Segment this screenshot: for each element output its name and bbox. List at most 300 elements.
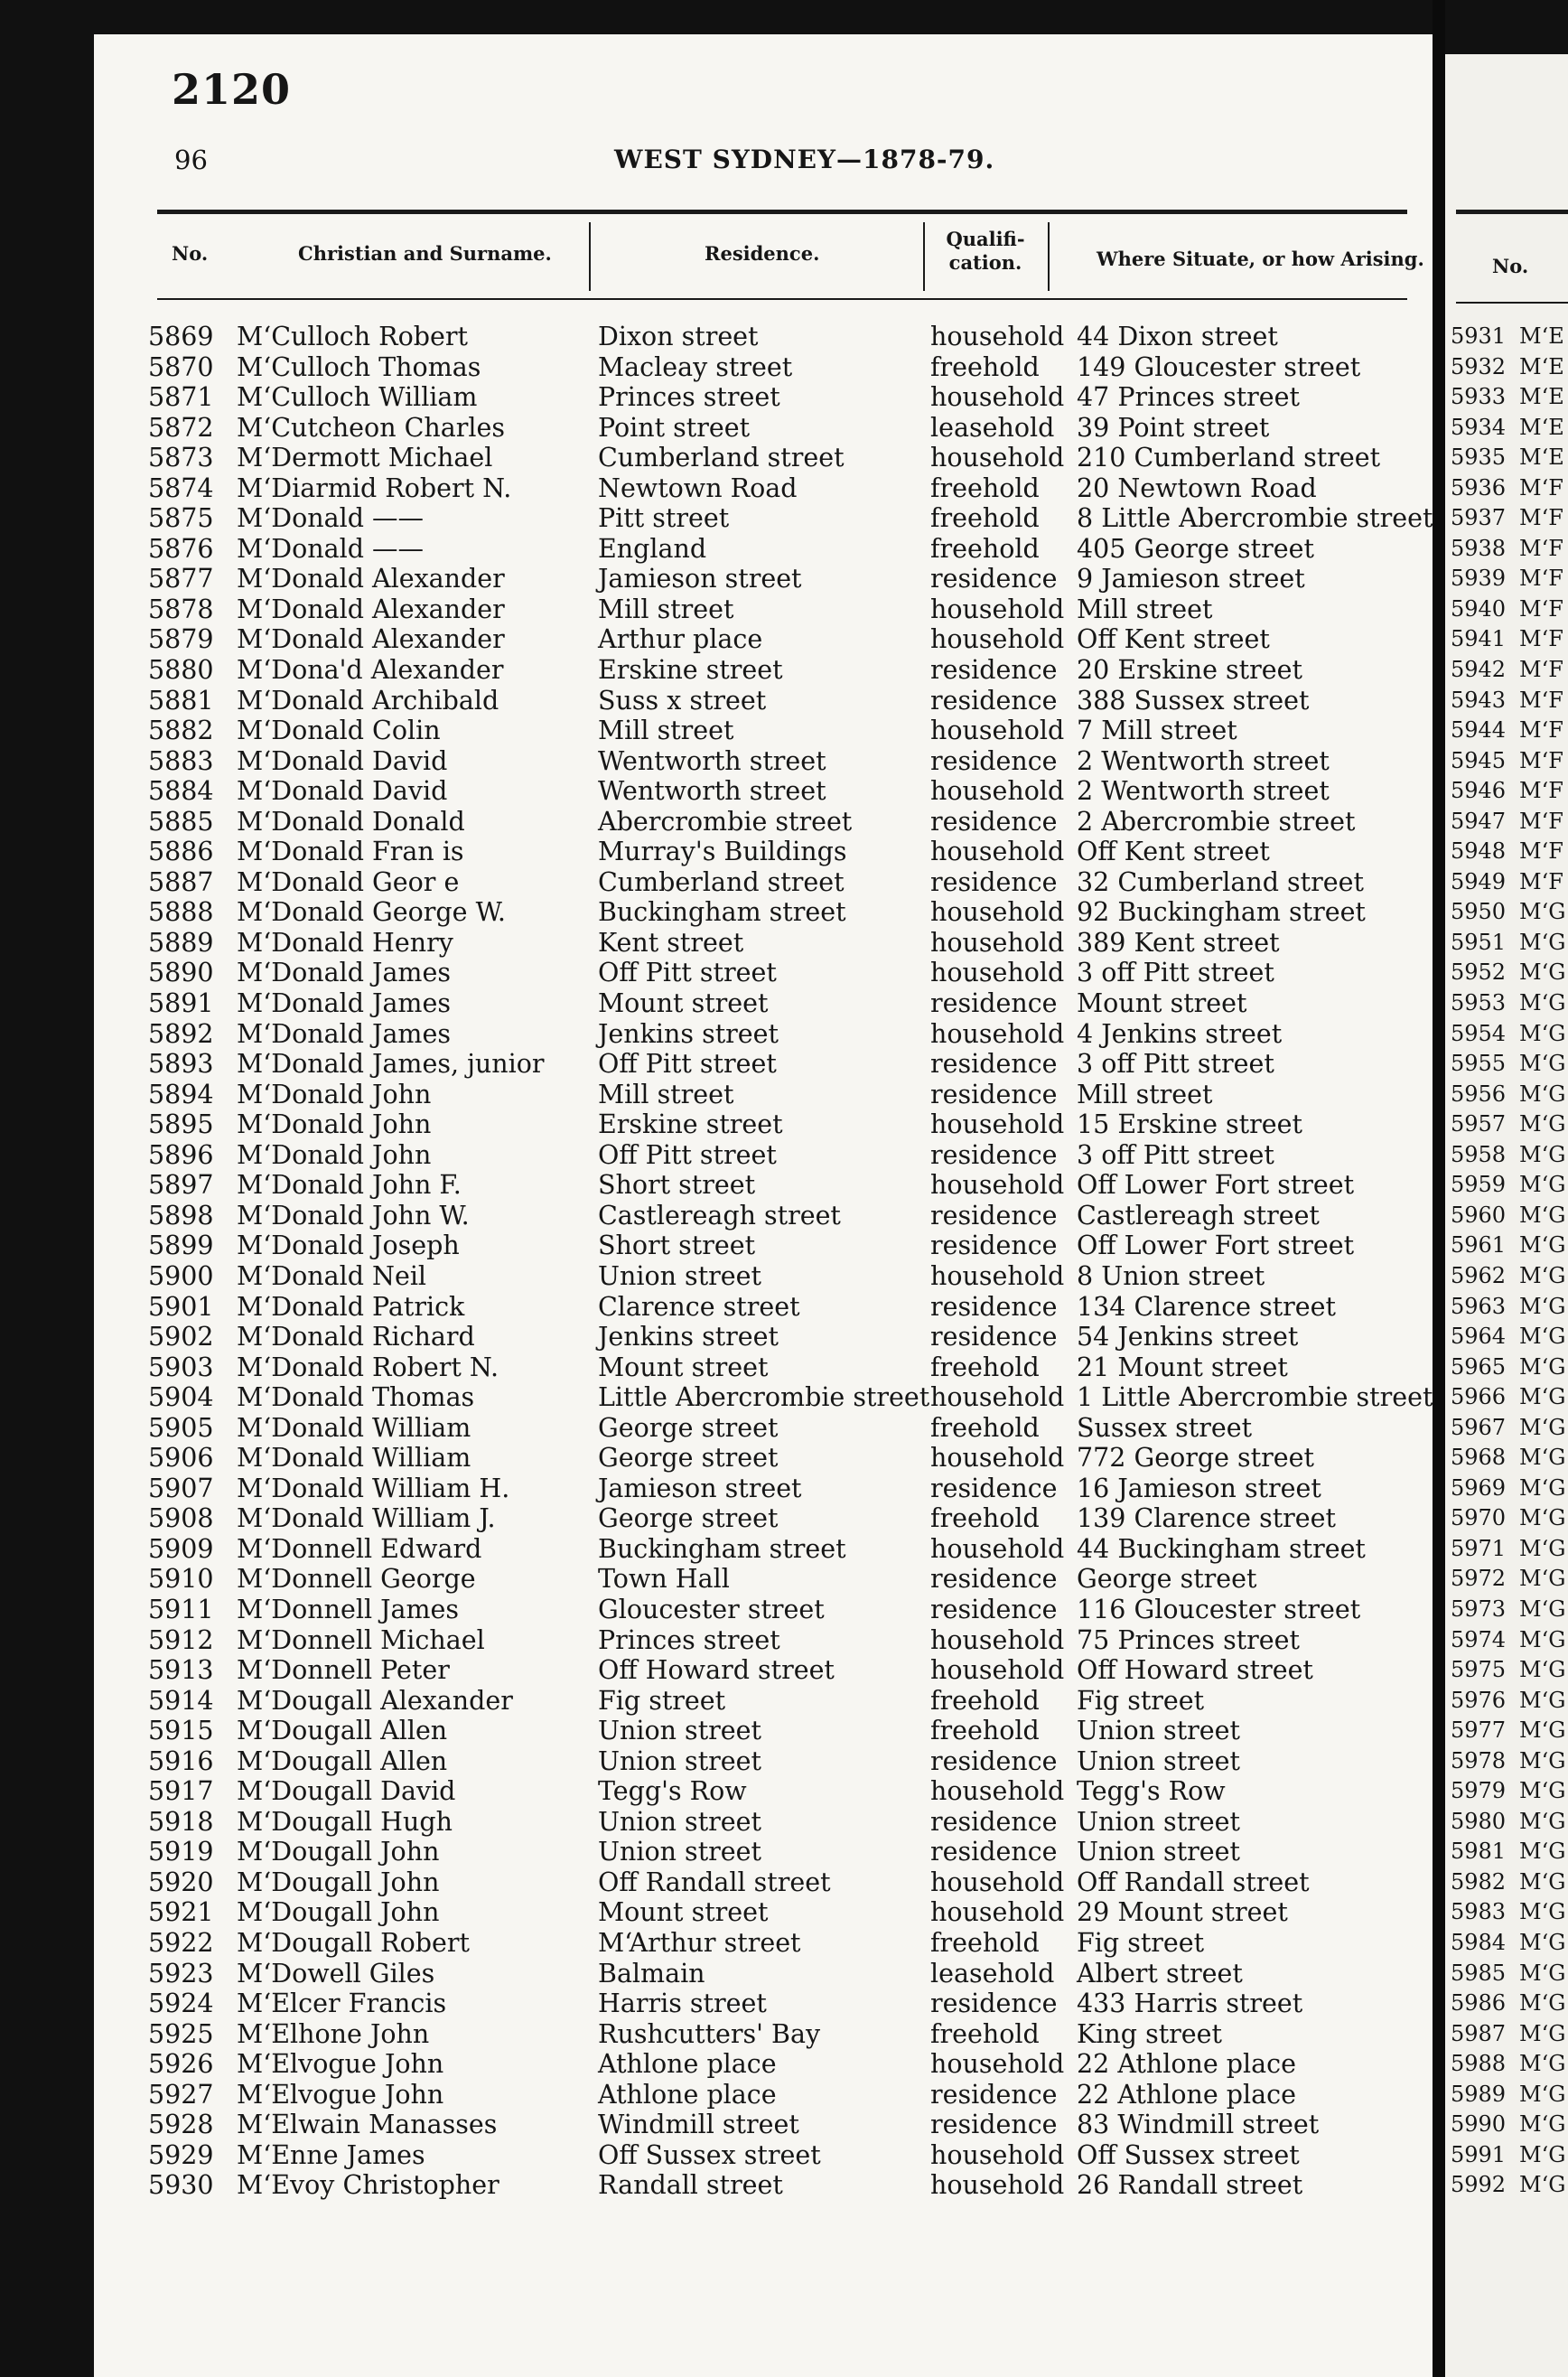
- row-residence: Buckingham street: [598, 897, 846, 928]
- row-number: 5876: [148, 533, 214, 564]
- row-residence: Jamieson street: [598, 1473, 802, 1503]
- right-table-row: [1451, 1109, 1568, 1140]
- row-name: M‘Cutcheon Charles: [237, 412, 505, 443]
- row-where: 16 Jamieson street: [1077, 1473, 1321, 1503]
- table-row: [0, 1655, 1445, 1686]
- row-where: 22 Athlone place: [1077, 2079, 1296, 2110]
- row-residence: Off Pitt street: [598, 1139, 777, 1170]
- row-name: M‘Donald Patrick: [237, 1291, 465, 1322]
- row-qualification: household: [930, 1655, 1065, 1686]
- row-name: M‘Dowell Giles: [237, 1958, 435, 1989]
- table-row: [0, 1807, 1445, 1838]
- right-row-name: M‘G: [1519, 1505, 1566, 1531]
- right-table-row: [1451, 686, 1568, 716]
- right-row-number: 5961: [1451, 1232, 1507, 1259]
- row-name: M‘Donald Neil: [237, 1260, 427, 1291]
- row-name: M‘Dougall Allen: [237, 1745, 448, 1776]
- right-table-row: [1451, 534, 1568, 565]
- row-number: 5895: [148, 1109, 214, 1140]
- row-qualification: residence: [930, 564, 1058, 594]
- row-where: 433 Harris street: [1077, 1989, 1303, 2019]
- row-qualification: residence: [930, 1231, 1058, 1261]
- right-row-name: M‘G: [1519, 1839, 1566, 1865]
- row-residence: Cumberland street: [598, 443, 845, 473]
- table-row: [0, 867, 1445, 898]
- right-table-row: [1451, 594, 1568, 625]
- right-table-row: [1451, 1292, 1568, 1323]
- row-number: 5919: [148, 1837, 214, 1867]
- right-row-name: M‘G: [1519, 959, 1566, 986]
- row-name: M‘Donald James: [237, 988, 451, 1019]
- page-title: WEST SYDNEY—1878-79.: [614, 145, 995, 174]
- right-table-row: [1451, 322, 1568, 352]
- row-number: 5884: [148, 776, 214, 807]
- right-row-number: 5955: [1451, 1051, 1507, 1077]
- right-row-name: M‘G: [1519, 1141, 1566, 1167]
- right-table-row: [1451, 413, 1568, 444]
- right-table-row: [1451, 1534, 1568, 1565]
- table-row: [0, 1109, 1445, 1140]
- table-row: [0, 928, 1445, 959]
- row-name: M‘Donald Donald: [237, 806, 465, 837]
- right-table-row: [1451, 1261, 1568, 1292]
- right-row-name: M‘E: [1519, 323, 1564, 349]
- row-residence: George street: [598, 1412, 779, 1443]
- right-row-number: 5934: [1451, 414, 1507, 440]
- right-table-row: [1451, 1140, 1568, 1171]
- row-where: 2 Wentworth street: [1077, 776, 1330, 807]
- header-no: No.: [172, 242, 209, 265]
- header-where: Where Situate, or how Arising.: [1097, 248, 1424, 270]
- row-residence: Union street: [598, 1806, 761, 1837]
- right-row-name: M‘G: [1519, 1111, 1566, 1137]
- right-row-name: M‘F: [1519, 626, 1563, 652]
- row-qualification: household: [930, 1533, 1065, 1564]
- row-where: Off Kent street: [1077, 624, 1270, 655]
- row-residence: Suss x street: [598, 685, 767, 716]
- row-name: M‘Donald John F.: [237, 1170, 462, 1201]
- row-qualification: freehold: [930, 503, 1040, 534]
- right-row-name: M‘G: [1519, 1081, 1566, 1107]
- row-qualification: household: [930, 1382, 1065, 1413]
- table-row: [0, 1837, 1445, 1867]
- row-where: 3 off Pitt street: [1077, 1139, 1274, 1170]
- right-table-row: [1451, 1564, 1568, 1595]
- right-header-no: No.: [1492, 255, 1529, 277]
- right-table-row: [1451, 807, 1568, 838]
- right-table-row: [1451, 1897, 1568, 1928]
- right-row-number: 5937: [1451, 505, 1507, 531]
- row-number: 5898: [148, 1200, 214, 1231]
- right-row-number: 5940: [1451, 595, 1507, 622]
- row-qualification: freehold: [930, 1716, 1040, 1746]
- right-table-row: [1451, 716, 1568, 746]
- table-row: [0, 2110, 1445, 2140]
- right-row-number: 5967: [1451, 1414, 1507, 1440]
- right-row-number: 5962: [1451, 1262, 1507, 1288]
- row-qualification: household: [930, 897, 1065, 928]
- table-row: [0, 1413, 1445, 1444]
- row-qualification: household: [930, 1443, 1065, 1474]
- row-qualification: household: [930, 2170, 1065, 2201]
- row-residence: Erskine street: [598, 655, 783, 686]
- row-number: 5908: [148, 1503, 214, 1534]
- row-qualification: residence: [930, 988, 1058, 1019]
- right-table-row: [1451, 1352, 1568, 1383]
- right-table-row: [1451, 1049, 1568, 1080]
- row-number: 5892: [148, 1018, 214, 1049]
- right-row-number: 5941: [1451, 626, 1507, 652]
- table-row: [0, 382, 1445, 413]
- right-row-name: M‘E: [1519, 353, 1564, 379]
- right-table-row: [1451, 1655, 1568, 1686]
- table-row: [0, 1564, 1445, 1595]
- row-name: M‘Donald William H.: [237, 1473, 510, 1503]
- row-where: Fig street: [1077, 1685, 1205, 1716]
- right-row-name: M‘F: [1519, 687, 1563, 713]
- right-row-number: 5971: [1451, 1535, 1507, 1561]
- row-name: M‘Donnell James: [237, 1594, 460, 1624]
- right-table-row: [1451, 2110, 1568, 2140]
- row-where: Off Lower Fort street: [1077, 1231, 1355, 1261]
- row-where: 8 Little Abercrombie street: [1077, 503, 1433, 534]
- right-table-row: [1451, 2170, 1568, 2201]
- right-row-number: 5987: [1451, 2020, 1507, 2046]
- row-where: Mill street: [1077, 1079, 1213, 1109]
- right-row-number: 5982: [1451, 1868, 1507, 1895]
- row-qualification: household: [930, 443, 1065, 473]
- row-residence: Mill street: [598, 1079, 734, 1109]
- right-table-row: [1451, 1201, 1568, 1231]
- right-row-name: M‘G: [1519, 899, 1566, 925]
- row-where: 210 Cumberland street: [1077, 443, 1381, 473]
- row-residence: Buckingham street: [598, 1533, 846, 1564]
- row-residence: Off Pitt street: [598, 1049, 777, 1080]
- right-table-row: [1451, 564, 1568, 594]
- right-row-name: M‘E: [1519, 384, 1564, 410]
- row-number: 5872: [148, 412, 214, 443]
- row-qualification: household: [930, 382, 1065, 413]
- row-name: M‘Donald James, junior: [237, 1049, 545, 1080]
- right-table-row: [1451, 1080, 1568, 1110]
- right-row-name: M‘G: [1519, 1717, 1566, 1744]
- row-number: 5886: [148, 837, 214, 867]
- row-where: Off Lower Fort street: [1077, 1170, 1355, 1201]
- right-row-number: 5953: [1451, 990, 1507, 1016]
- row-number: 5874: [148, 473, 214, 503]
- row-number: 5921: [148, 1897, 214, 1928]
- row-number: 5928: [148, 2110, 214, 2140]
- row-where: 44 Dixon street: [1077, 322, 1278, 351]
- right-table-row: [1451, 1837, 1568, 1867]
- right-row-name: M‘G: [1519, 1445, 1566, 1471]
- row-qualification: household: [930, 2049, 1065, 2080]
- row-number: 5927: [148, 2079, 214, 2110]
- right-row-number: 5968: [1451, 1445, 1507, 1471]
- row-where: Off Sussex street: [1077, 2139, 1300, 2170]
- right-row-name: M‘G: [1519, 2172, 1566, 2198]
- row-residence: Newtown Road: [598, 473, 798, 503]
- row-qualification: freehold: [930, 473, 1040, 503]
- right-row-number: 5979: [1451, 1778, 1507, 1804]
- row-name: M‘Dougall Alexander: [237, 1685, 513, 1716]
- right-row-name: M‘F: [1519, 717, 1563, 744]
- right-table-row: [1451, 1231, 1568, 1261]
- row-number: 5883: [148, 745, 214, 776]
- right-row-number: 5931: [1451, 323, 1507, 349]
- row-qualification: residence: [930, 1139, 1058, 1170]
- right-table-row: [1451, 1928, 1568, 1959]
- table-row: [0, 1534, 1445, 1565]
- row-name: M‘Dona'd Alexander: [237, 655, 504, 686]
- row-where: 139 Clarence street: [1077, 1503, 1336, 1534]
- row-residence: George street: [598, 1503, 779, 1534]
- table-row: [0, 1292, 1445, 1323]
- row-qualification: household: [930, 1776, 1065, 1807]
- row-qualification: residence: [930, 1989, 1058, 2019]
- row-name: M‘Evoy Christopher: [237, 2170, 499, 2201]
- right-row-number: 5960: [1451, 1202, 1507, 1228]
- row-residence: Union street: [598, 1745, 761, 1776]
- table-row: [0, 1625, 1445, 1656]
- right-row-name: M‘G: [1519, 1960, 1566, 1986]
- row-qualification: leasehold: [930, 1958, 1055, 1989]
- table-row: [0, 1443, 1445, 1474]
- right-table-row: [1451, 897, 1568, 928]
- row-number: 5915: [148, 1716, 214, 1746]
- header-qualification: [923, 228, 1048, 275]
- row-name: M‘Elcer Francis: [237, 1989, 447, 2019]
- row-name: M‘Donald Henry: [237, 927, 453, 958]
- right-row-number: 5939: [1451, 566, 1507, 592]
- row-where: 2 Wentworth street: [1077, 745, 1330, 776]
- row-name: M‘Donald Alexander: [237, 624, 505, 655]
- row-number: 5909: [148, 1533, 214, 1564]
- right-row-name: M‘F: [1519, 778, 1563, 804]
- row-where: 39 Point street: [1077, 412, 1270, 443]
- row-name: M‘Donald Thomas: [237, 1382, 475, 1413]
- row-qualification: freehold: [930, 1927, 1040, 1958]
- row-name: M‘Donald Geor e: [237, 866, 460, 897]
- right-row-number: 5972: [1451, 1566, 1507, 1592]
- right-row-number: 5964: [1451, 1324, 1507, 1350]
- row-where: Tegg's Row: [1077, 1776, 1226, 1807]
- table-row: [0, 1382, 1445, 1413]
- right-table-row: [1451, 1595, 1568, 1625]
- table-row: [0, 1989, 1445, 2019]
- row-name: M‘Dougall John: [237, 1867, 440, 1897]
- right-row-number: 5975: [1451, 1657, 1507, 1683]
- row-name: M‘Donald Archibald: [237, 685, 499, 716]
- right-table-row: [1451, 1382, 1568, 1413]
- row-name: M‘Donald William J.: [237, 1503, 496, 1534]
- row-number: 5917: [148, 1776, 214, 1807]
- table-row: [0, 1049, 1445, 1080]
- row-number: 5879: [148, 624, 214, 655]
- table-row: [0, 746, 1445, 777]
- right-row-name: M‘F: [1519, 657, 1563, 683]
- right-row-number: 5948: [1451, 838, 1507, 865]
- right-table-row: [1451, 655, 1568, 686]
- right-table-row: [1451, 2019, 1568, 2050]
- row-name: M‘Dougall David: [237, 1776, 456, 1807]
- row-qualification: residence: [930, 806, 1058, 837]
- row-residence: Mill street: [598, 594, 734, 624]
- row-number: 5890: [148, 958, 214, 988]
- row-name: M‘Culloch Thomas: [237, 351, 481, 382]
- right-row-number: 5965: [1451, 1353, 1507, 1380]
- column-divider: [1048, 222, 1050, 291]
- row-where: 3 off Pitt street: [1077, 1049, 1274, 1080]
- row-number: 5891: [148, 988, 214, 1019]
- right-row-name: M‘G: [1519, 1535, 1566, 1561]
- right-row-name: M‘F: [1519, 868, 1563, 894]
- row-where: 21 Mount street: [1077, 1352, 1288, 1382]
- row-qualification: residence: [930, 1594, 1058, 1624]
- table-row: [0, 776, 1445, 807]
- row-name: M‘Donnell Edward: [237, 1533, 482, 1564]
- row-name: M‘Enne James: [237, 2139, 425, 2170]
- row-number: 5873: [148, 443, 214, 473]
- right-row-name: M‘F: [1519, 595, 1563, 622]
- table-row: [0, 1140, 1445, 1171]
- row-name: M‘Culloch William: [237, 382, 478, 413]
- table-row: [0, 534, 1445, 565]
- row-qualification: residence: [930, 745, 1058, 776]
- table-row: [0, 655, 1445, 686]
- right-row-name: M‘F: [1519, 505, 1563, 531]
- table-row: [0, 2140, 1445, 2171]
- row-number: 5905: [148, 1412, 214, 1443]
- row-number: 5907: [148, 1473, 214, 1503]
- row-residence: Mill street: [598, 716, 734, 746]
- table-row: [0, 807, 1445, 838]
- row-number: 5875: [148, 503, 214, 534]
- row-residence: Clarence street: [598, 1291, 800, 1322]
- row-where: 26 Randall street: [1077, 2170, 1303, 2201]
- row-name: M‘Donald John: [237, 1109, 432, 1140]
- row-qualification: residence: [930, 685, 1058, 716]
- row-number: 5869: [148, 322, 214, 351]
- row-residence: Off Randall street: [598, 1867, 831, 1897]
- right-row-name: M‘E: [1519, 445, 1564, 471]
- row-residence: Union street: [598, 1837, 761, 1867]
- row-number: 5924: [148, 1989, 214, 2019]
- row-name: M‘Donald Alexander: [237, 594, 505, 624]
- row-name: M‘Elwain Manasses: [237, 2110, 498, 2140]
- row-number: 5881: [148, 685, 214, 716]
- row-where: Off Howard street: [1077, 1655, 1313, 1686]
- right-table-row: [1451, 1776, 1568, 1807]
- row-where: Mill street: [1077, 594, 1213, 624]
- row-number: 5913: [148, 1655, 214, 1686]
- row-where: 20 Erskine street: [1077, 655, 1302, 686]
- row-where: 405 George street: [1077, 533, 1314, 564]
- table-row: [0, 988, 1445, 1019]
- row-number: 5897: [148, 1170, 214, 1201]
- row-where: 92 Buckingham street: [1077, 897, 1366, 928]
- row-where: 3 off Pitt street: [1077, 958, 1274, 988]
- row-number: 5900: [148, 1260, 214, 1291]
- right-row-name: M‘G: [1519, 1324, 1566, 1350]
- right-table-row: [1451, 352, 1568, 383]
- table-row: [0, 686, 1445, 716]
- row-residence: Erskine street: [598, 1109, 783, 1140]
- row-residence: Mount street: [598, 988, 769, 1019]
- row-name: M‘Donald Richard: [237, 1322, 475, 1352]
- row-name: M‘Donald Robert N.: [237, 1352, 499, 1382]
- right-page-header-rule: [1456, 302, 1568, 304]
- right-row-number: 5944: [1451, 717, 1507, 744]
- row-number: 5910: [148, 1564, 214, 1595]
- row-where: 4 Jenkins street: [1077, 1018, 1283, 1049]
- row-residence: George street: [598, 1443, 779, 1474]
- row-residence: Athlone place: [598, 2079, 777, 2110]
- right-row-number: 5963: [1451, 1293, 1507, 1319]
- right-row-number: 5935: [1451, 445, 1507, 471]
- row-name: M‘Donald Colin: [237, 716, 441, 746]
- table-row: [0, 1867, 1445, 1898]
- header-bottom-rule: [157, 298, 1407, 300]
- table-row: [0, 1080, 1445, 1110]
- right-row-name: M‘G: [1519, 1596, 1566, 1622]
- right-table-row: [1451, 867, 1568, 898]
- table-row: [0, 503, 1445, 534]
- row-number: 5878: [148, 594, 214, 624]
- right-row-number: 5954: [1451, 1020, 1507, 1046]
- row-where: Union street: [1077, 1837, 1240, 1867]
- row-name: M‘Elvogue John: [237, 2049, 444, 2080]
- right-table-row: [1451, 1322, 1568, 1352]
- right-row-number: 5959: [1451, 1172, 1507, 1198]
- right-row-name: M‘G: [1519, 1051, 1566, 1077]
- row-where: Fig street: [1077, 1927, 1205, 1958]
- right-row-number: 5958: [1451, 1141, 1507, 1167]
- row-where: 54 Jenkins street: [1077, 1322, 1299, 1352]
- row-qualification: household: [930, 927, 1065, 958]
- row-number: 5912: [148, 1624, 214, 1655]
- row-residence: Gloucester street: [598, 1594, 825, 1624]
- row-number: 5906: [148, 1443, 214, 1474]
- table-row: [0, 1897, 1445, 1928]
- row-qualification: household: [930, 2139, 1065, 2170]
- row-where: 29 Mount street: [1077, 1897, 1288, 1928]
- row-number: 5882: [148, 716, 214, 746]
- right-page-list: [1451, 322, 1568, 2201]
- row-where: 44 Buckingham street: [1077, 1533, 1366, 1564]
- right-table-row: [1451, 1474, 1568, 1504]
- right-row-number: 5990: [1451, 2111, 1507, 2138]
- row-residence: Town Hall: [598, 1564, 730, 1595]
- table-row: [0, 837, 1445, 867]
- right-row-name: M‘G: [1519, 1172, 1566, 1198]
- right-table-row: [1451, 1413, 1568, 1444]
- row-where: 8 Union street: [1077, 1260, 1265, 1291]
- right-row-number: 5992: [1451, 2172, 1507, 2198]
- row-number: 5918: [148, 1806, 214, 1837]
- row-number: 5893: [148, 1049, 214, 1080]
- table-row: [0, 1686, 1445, 1717]
- table-row: [0, 564, 1445, 594]
- row-number: 5880: [148, 655, 214, 686]
- row-qualification: freehold: [930, 1412, 1040, 1443]
- row-qualification: household: [930, 1109, 1065, 1140]
- right-row-name: M‘G: [1519, 1020, 1566, 1046]
- row-qualification: household: [930, 322, 1065, 351]
- right-table-row: [1451, 1443, 1568, 1474]
- row-qualification: household: [930, 776, 1065, 807]
- table-row: [0, 958, 1445, 988]
